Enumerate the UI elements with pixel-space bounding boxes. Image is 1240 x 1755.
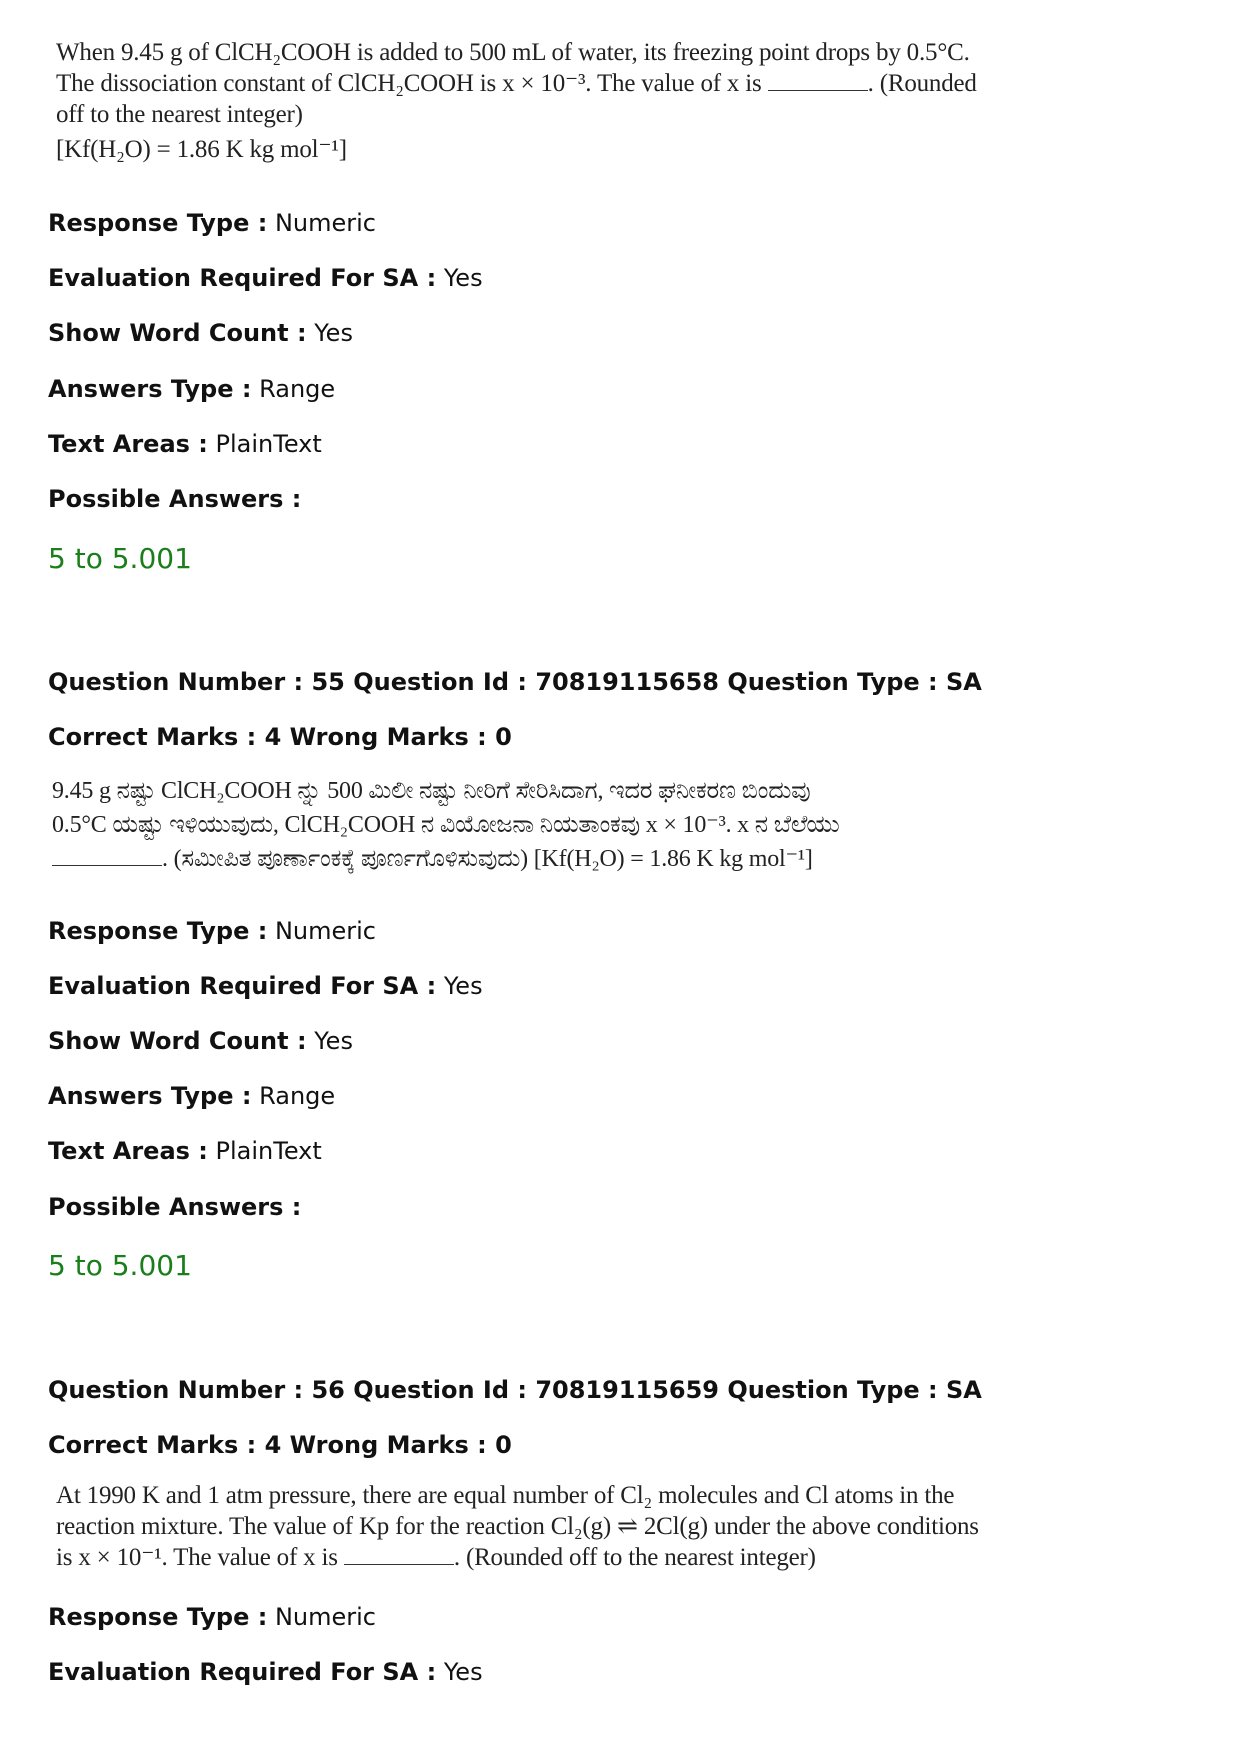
q56-text-line-1: At 1990 K and 1 atm pressure, there are equal number of Cl₂ molecules and Cl atoms in the [56,1482,955,1509]
q55-text-areas: Text Areas : PlainText [48,1137,322,1165]
q55-evaluation-required: Evaluation Required For SA : Yes [48,972,483,1000]
q56-text-line-3: is x × 10⁻¹. The value of x is . (Rounded off to the nearest integer) [56,1544,816,1571]
q54-evaluation-required: Evaluation Required For SA : Yes [48,264,483,292]
q54-question-text [56,37,977,165]
q56-marks: Correct Marks : 4 Wrong Marks : 0 [48,1431,512,1459]
q56-text-line-2: reaction mixture. The value of Kp for the reaction Cl₂(g) ⇌ 2Cl(g) under the above conditions [56,1513,979,1540]
q54-possible-answers-label: Possible Answers : [48,485,302,513]
q55-header: Question Number : 55 Question Id : 70819115658 Question Type : SA [48,668,982,696]
q54-text-line-1: When 9.45 g of ClCH₂COOH is added to 500 mL of water, its freezing point drops by 0.5°C. [56,39,970,66]
q54-text-areas: Text Areas : PlainText [48,430,322,458]
q55-possible-answer: 5 to 5.001 [48,1249,192,1282]
q54-text-line-3: off to the nearest integer) [56,101,303,128]
q54-text-line-2b: . (Rounded [867,70,977,97]
q54-text-line-2a: The dissociation constant of ClCH₂COOH is x × 10⁻³. The value of x is [56,70,762,97]
answer-blank [768,70,868,91]
answer-blank [52,845,162,866]
q56-header: Question Number : 56 Question Id : 70819115659 Question Type : SA [48,1376,982,1404]
q54-answers-type: Answers Type : Range [48,375,336,403]
answer-blank [344,1544,454,1565]
q55-text-line-3: . (ಸಮೀಪಿತ ಪೂರ್ಣಾಂಕಕ್ಕೆ ಪೂರ್ಣಗೊಳಿಸುವುದು) [Kf(H₂O) = 1.86 K kg mol⁻¹] [52,842,840,876]
q55-possible-answers-label: Possible Answers : [48,1193,302,1221]
q55-response-type: Response Type : Numeric [48,917,376,945]
q55-text-line-1: 9.45 g ನಷ್ಟು ClCH₂COOH ನ್ನು 500 ಮಿಲೀ ನಷ್ಟು ನೀರಿಗೆ ಸೇರಿಸಿದಾಗ, ಇದರ ಘನೀಕರಣ ಬಿಂದುವು [52,778,811,804]
q56-response-type: Response Type : Numeric [48,1603,376,1631]
q55-marks: Correct Marks : 4 Wrong Marks : 0 [48,723,512,751]
q54-text-line-4: [Kf(H₂O) = 1.86 K kg mol⁻¹] [56,136,347,163]
q54-possible-answer: 5 to 5.001 [48,542,192,575]
q56-evaluation-required: Evaluation Required For SA : Yes [48,1658,483,1686]
q54-response-type: Response Type : Numeric [48,209,376,237]
q54-show-word-count: Show Word Count : Yes [48,319,353,347]
q56-question-text [56,1480,979,1573]
q55-show-word-count: Show Word Count : Yes [48,1027,353,1055]
q55-answers-type: Answers Type : Range [48,1082,336,1110]
q55-text-line-2: 0.5°C ಯಷ್ಟು ಇಳಿಯುವುದು, ClCH₂COOH ನ ವಿಯೋಜನಾ ನಿಯತಾಂಕವು x × 10⁻³. x ನ ಬೆಲೆಯು [52,812,840,838]
q54-text-line-2 [56,68,977,99]
q55-question-text [52,774,840,876]
